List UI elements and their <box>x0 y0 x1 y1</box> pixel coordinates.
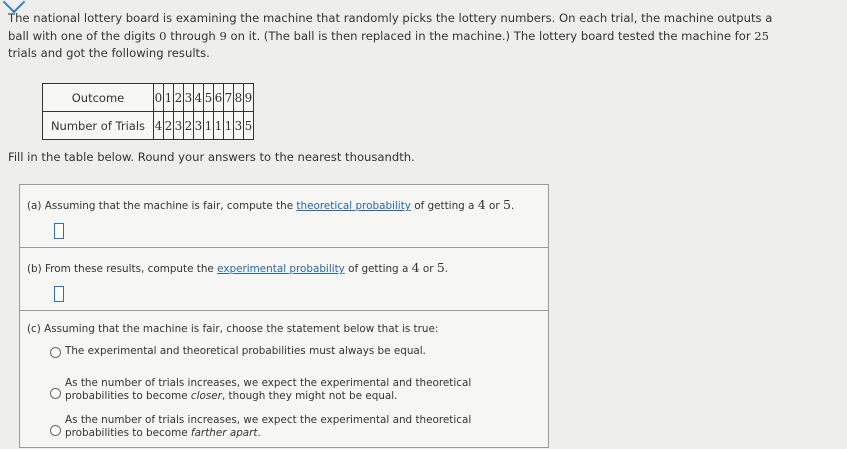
radio-button[interactable] <box>50 388 61 399</box>
part-c-prompt: (c) Assuming that the machine is fair, choose the statement below that is true: <box>27 323 439 335</box>
outcome-cell: 2 <box>174 84 184 112</box>
part-c: (c) Assuming that the machine is fair, choose the statement below that is true: The experimental and theoretical probabilities must always be equal. As the number of trials increases, we expect the experimental and theoretical probabilities to become closer, though they might not be equal. As the number of trials increases, we expect the experimental and theoretical probabilities to become farther apart. <box>27 323 472 439</box>
count-cell: 1 <box>224 112 234 140</box>
part-a-answer-input[interactable] <box>54 223 64 239</box>
outcome-cell: 7 <box>224 84 234 112</box>
trials-row <box>43 112 254 140</box>
outcome-cell: 5 <box>204 84 214 112</box>
trials-header: Number of Trials <box>43 112 154 140</box>
part-b-prompt: (b) From these results, compute the experimental probability of getting a 4 or 5. <box>27 260 449 275</box>
count-cell: 1 <box>204 112 214 140</box>
instruction-text: Fill in the table below. Round your answers to the nearest thousandth. <box>8 150 415 164</box>
count-cell: 3 <box>234 112 244 140</box>
outcome-cell: 9 <box>244 84 254 112</box>
results-table <box>42 83 254 140</box>
count-cell: 5 <box>244 112 254 140</box>
count-cell: 1 <box>214 112 224 140</box>
outcome-cell: 4 <box>194 84 204 112</box>
theoretical-probability-link[interactable]: theoretical probability <box>296 200 411 212</box>
radio-button[interactable] <box>50 425 61 436</box>
outcome-header: Outcome <box>43 84 154 112</box>
outcome-cell: 0 <box>154 84 164 112</box>
part-a <box>20 185 548 248</box>
part-a-prompt: (a) Assuming that the machine is fair, compute the theoretical probability of getting a 4 or 5. <box>27 197 515 212</box>
count-cell: 2 <box>164 112 174 140</box>
outcome-cell: 1 <box>164 84 174 112</box>
question-box <box>19 184 549 448</box>
count-cell: 2 <box>184 112 194 140</box>
problem-statement: The national lottery board is examining the machine that randomly picks the lottery numbers. On each trial, the machine outputs a ball with one of the digits 0 through 9 on it. (The ball is then replaced in the machine.) The lottery board tested the machine for 25 trials and got the following results. <box>8 11 773 60</box>
outcome-cell: 6 <box>214 84 224 112</box>
outcome-cell: 8 <box>234 84 244 112</box>
part-b <box>20 248 548 311</box>
count-cell: 4 <box>154 112 164 140</box>
count-cell: 3 <box>174 112 184 140</box>
count-cell: 3 <box>194 112 204 140</box>
experimental-probability-link[interactable]: experimental probability <box>217 263 345 275</box>
outcome-row <box>43 84 254 112</box>
part-b-answer-input[interactable] <box>54 286 64 302</box>
outcome-cell: 3 <box>184 84 194 112</box>
radio-button[interactable] <box>50 347 61 358</box>
